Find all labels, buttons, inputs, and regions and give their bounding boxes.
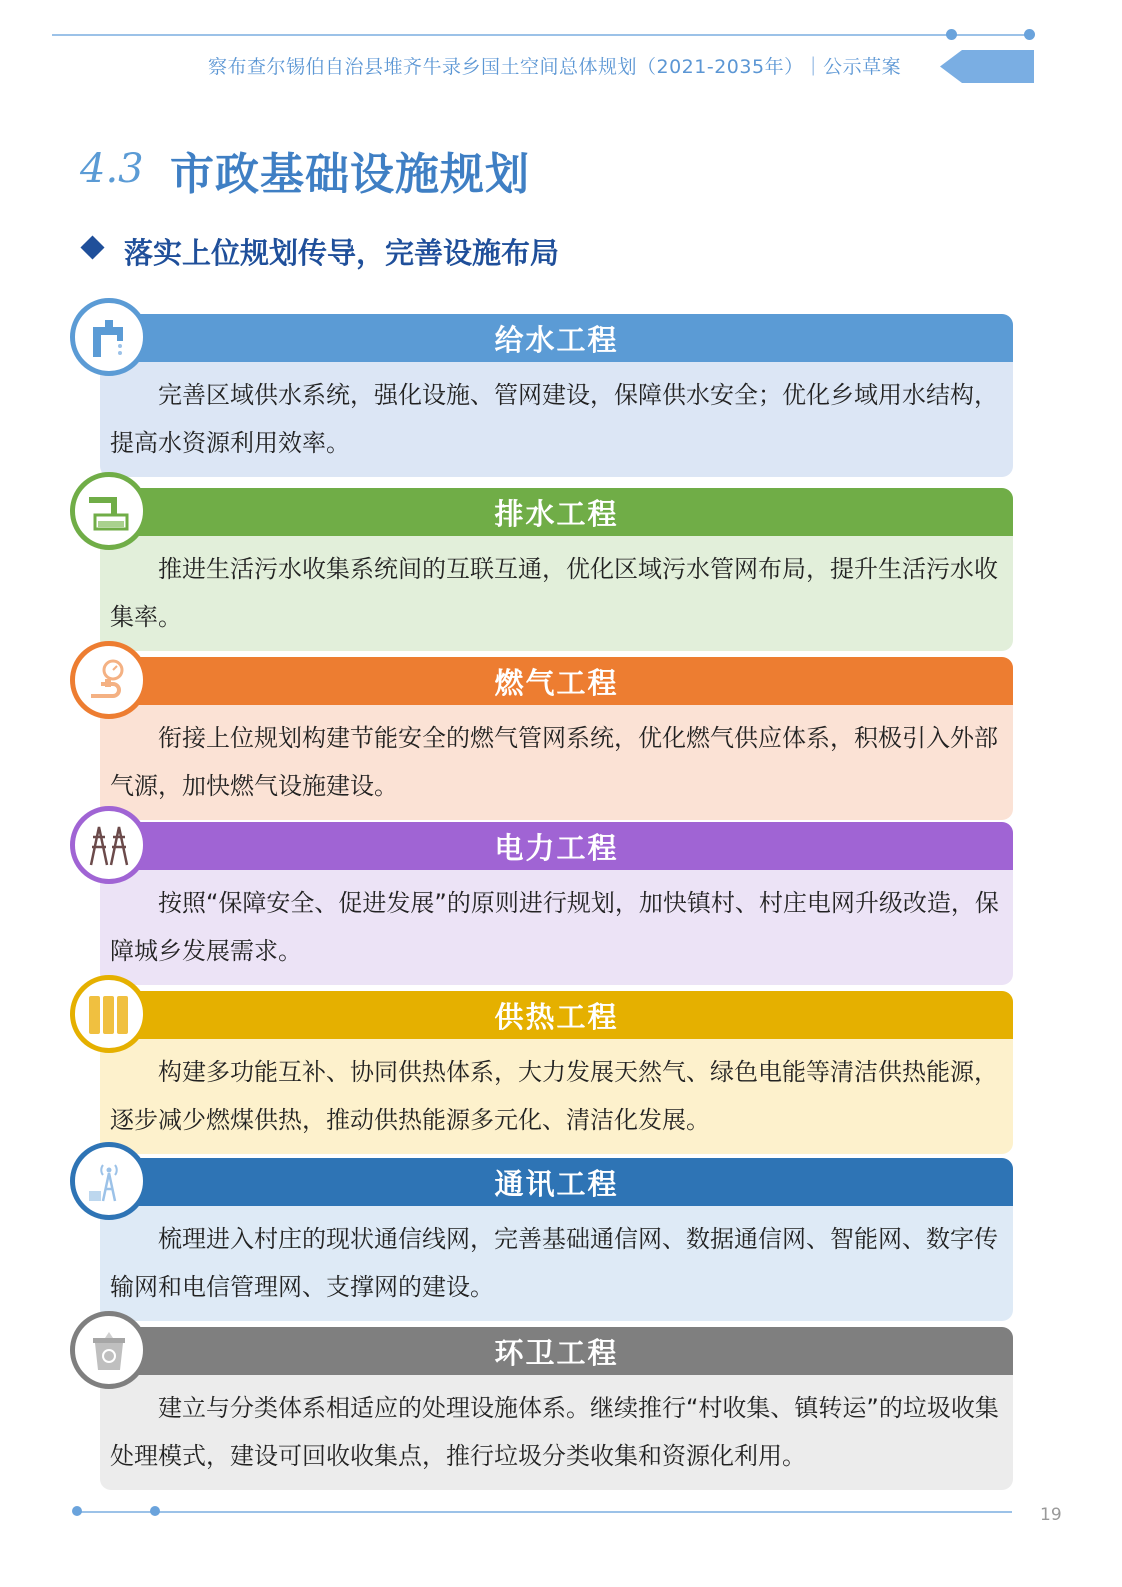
card-text: 完善区域供水系统，强化设施、管网建设，保障供水安全；优化乡域用水结构，提高水资源利用效率。: [110, 381, 998, 457]
gas-pipe-icon: [70, 641, 148, 719]
radiator-icon: [70, 975, 148, 1053]
card-telecom: [100, 1158, 1013, 1321]
card-title: 燃气工程: [100, 657, 1013, 705]
page-number: 19: [1040, 1505, 1062, 1525]
section-title: 市政基础设施规划: [170, 149, 530, 200]
card-text: 按照“保障安全、促进发展”的原则进行规划，加快镇村、村庄电网升级改造，保障城乡发展需求。: [110, 889, 999, 965]
footer-rule: [75, 1511, 1012, 1513]
recycle-bin-icon: [70, 1311, 148, 1389]
card-title: 给水工程: [100, 314, 1013, 362]
card-text: 构建多功能互补、协同供热体系，大力发展天然气、绿色电能等清洁供热能源，逐步减少燃煤供热，推动供热能源多元化、清洁化发展。: [110, 1058, 998, 1134]
card-title: 供热工程: [100, 991, 1013, 1039]
water-tap-icon: [70, 298, 148, 376]
card-gas: [100, 657, 1013, 820]
card-drainage: [100, 488, 1013, 651]
document-header: 察布查尔锡伯自治县堆齐牛录乡国土空间总体规划（2021-2035年）｜公示草案: [208, 56, 902, 78]
card-title: 排水工程: [100, 488, 1013, 536]
card-text: 建立与分类体系相适应的处理设施体系。继续推行“村收集、镇转运”的垃圾收集处理模式，建设可回收收集点，推行垃圾分类收集和资源化利用。: [110, 1394, 999, 1470]
card-text: 梳理进入村庄的现状通信线网，完善基础通信网、数据通信网、智能网、数字传输网和电信管理网、支撑网的建设。: [110, 1225, 998, 1301]
card-title: 通讯工程: [100, 1158, 1013, 1206]
card-title: 电力工程: [100, 822, 1013, 870]
header-rule-dot: [1024, 29, 1035, 40]
card-power: [100, 822, 1013, 985]
header-tab-decoration: [940, 50, 1034, 83]
card-sanitation: [100, 1327, 1013, 1490]
power-tower-icon: [70, 806, 148, 884]
card-text: 推进生活污水收集系统间的互联互通，优化区域污水管网布局，提升生活污水收集率。: [110, 555, 998, 631]
header-rule: [52, 34, 1032, 36]
drainage-icon: [70, 472, 148, 550]
header-rule-dot: [946, 29, 957, 40]
footer-rule-dot: [150, 1506, 160, 1516]
card-title: 环卫工程: [100, 1327, 1013, 1375]
antenna-icon: [70, 1142, 148, 1220]
footer-rule-dot: [72, 1506, 82, 1516]
diamond-bullet-icon: [80, 235, 104, 259]
sub-heading: 落实上位规划传导，完善设施布局: [124, 236, 560, 270]
card-heating: [100, 991, 1013, 1154]
section-number: 4.3: [80, 146, 144, 192]
card-text: 衔接上位规划构建节能安全的燃气管网系统，优化燃气供应体系，积极引入外部气源，加快燃气设施建设。: [110, 724, 998, 800]
card-water-supply: [100, 314, 1013, 477]
